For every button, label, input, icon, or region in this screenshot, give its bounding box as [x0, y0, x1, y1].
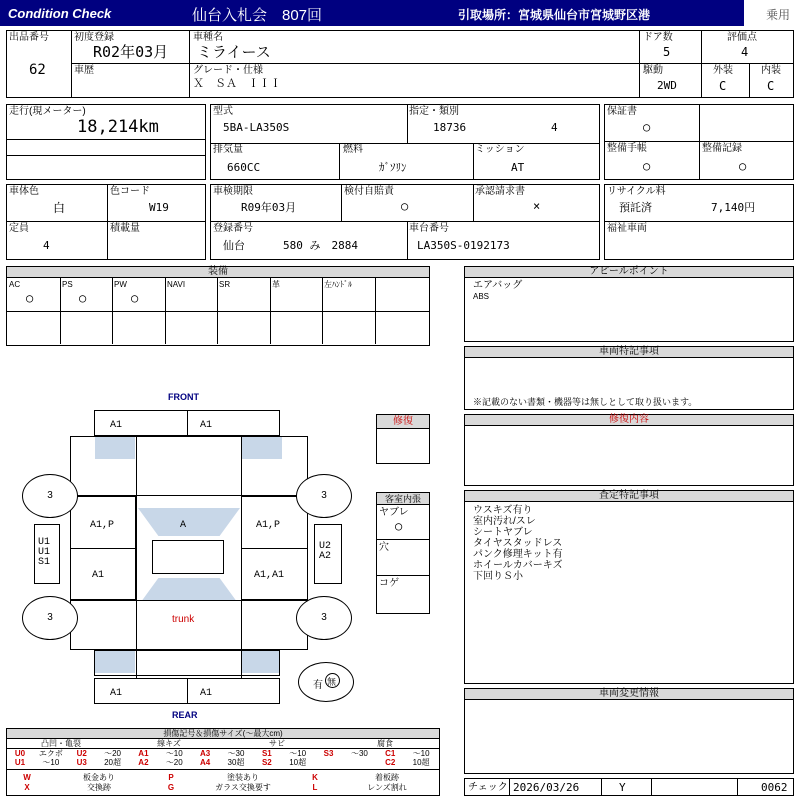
first-reg-label: 初度登録	[74, 32, 114, 43]
interior-value: C	[767, 79, 775, 93]
lot-label: 出品番号	[9, 32, 49, 43]
spare-yes: 有	[313, 680, 323, 691]
capacity-value: 4	[43, 239, 50, 252]
color-value: 白	[53, 201, 66, 215]
color-box	[6, 184, 206, 260]
legend-code: S2	[261, 758, 272, 767]
recycle-label: リサイクル料	[607, 186, 666, 197]
legend-desc: 10超	[289, 758, 307, 767]
burn-label: コゲ	[379, 578, 399, 589]
doors-label: ドア数	[643, 32, 673, 43]
special-notes-title: 車両特記事項	[465, 347, 793, 358]
displacement-label: 排気量	[213, 144, 243, 155]
legend-code: G	[167, 783, 175, 792]
insurance-label: 検付自賠責	[344, 186, 394, 197]
left-rear-door-damage: A1	[92, 570, 105, 581]
assessment-line: 室内汚れ/スレ	[473, 516, 536, 527]
plate-area: 仙台	[223, 239, 245, 252]
right-rear-door-damage: A1,A1	[254, 570, 285, 581]
documents-box	[604, 104, 794, 180]
equipment-label: SR	[219, 280, 231, 289]
model-value: 5BA-LA350S	[223, 121, 290, 134]
windshield	[138, 508, 240, 536]
appeal-title: アピールポイント	[465, 267, 793, 278]
left-sill-damage-2: U1	[38, 547, 51, 558]
score-label: 評価点	[727, 32, 757, 43]
legend-desc: ～30	[227, 749, 245, 758]
spare-no: 無	[327, 677, 337, 687]
right-front-door-damage: A1,P	[256, 520, 281, 531]
equipment-label: 革	[272, 280, 280, 289]
legend-desc: レンズ割れ	[367, 783, 407, 792]
repair-box	[376, 414, 430, 464]
inspection-box	[210, 184, 600, 260]
special-notes-text: ※記載のない書類・機器等は無しとして取り扱います。	[473, 397, 698, 407]
score-value: 4	[741, 45, 749, 59]
record-label: 整備記録	[702, 143, 742, 154]
change-info-title: 車両変更情報	[465, 689, 793, 700]
legend-code: C2	[385, 758, 396, 767]
right-sill-damage-1: U2	[319, 541, 332, 552]
legend-desc: ～10	[42, 758, 60, 767]
doors-value: 5	[663, 45, 671, 59]
repair-content-box	[464, 414, 794, 486]
legend-group: 凸凹・亀裂	[7, 739, 115, 749]
hole-label: 穴	[379, 542, 389, 553]
color-label: 車体色	[9, 186, 39, 197]
car-diagram	[0, 388, 376, 722]
right-sill-damage-2: A2	[319, 551, 332, 562]
tire-rear-right: 3	[296, 596, 352, 640]
left-sill-damage-1: U1	[38, 537, 51, 548]
welfare-label: 福祉車両	[607, 223, 647, 234]
classification-value: 4	[551, 121, 558, 134]
model-label: 型式	[213, 106, 233, 117]
equipment-label: AC	[9, 280, 21, 289]
equipment-label: NAVI	[167, 280, 186, 289]
front-left-damage: A1	[110, 420, 123, 431]
equipment-label: PW	[114, 280, 127, 289]
auction-name: 仙台入札会 807回	[192, 7, 323, 24]
category-label: 乗用	[766, 8, 791, 22]
chassis-value: LA350S-0192173	[417, 239, 510, 252]
equipment-label: PS	[62, 280, 73, 289]
lot-number: 62	[29, 62, 46, 78]
legend-title: 損傷記号＆損傷サイズ(～最大cm)	[7, 729, 439, 739]
change-info-box	[464, 688, 794, 774]
roof-damage: A	[180, 520, 187, 531]
interior-box	[376, 492, 430, 614]
fuel-label: 燃料	[343, 144, 363, 155]
legend-desc: ～20	[104, 749, 121, 758]
appeal-box	[464, 266, 794, 342]
load-label: 積載量	[110, 223, 140, 234]
inspection-value: R09年03月	[241, 201, 297, 214]
left-sill	[34, 524, 60, 584]
designation-value: 18736	[433, 121, 467, 134]
exterior-label: 外装	[713, 65, 733, 76]
damage-legend	[6, 728, 440, 796]
front-right-damage: A1	[200, 420, 213, 431]
history-label: 車歴	[74, 65, 94, 76]
legend-desc: エクボ	[38, 749, 63, 758]
equipment-mark: ○	[79, 291, 87, 305]
equipment-mark: ○	[131, 291, 139, 305]
color-code-label: 色コード	[110, 186, 150, 197]
appeal-line-2: ABS	[473, 292, 490, 301]
spare-tire	[298, 662, 354, 702]
assessment-line: 下回りＳ小	[473, 571, 523, 582]
interior-label: 内装	[761, 65, 781, 76]
equipment-mark: ○	[26, 291, 34, 305]
legend-code: A1	[138, 749, 149, 758]
car-name-label: 車種名	[193, 32, 223, 43]
mission-label: ミッション	[475, 144, 525, 155]
drive-value: 2WD	[657, 79, 677, 92]
legend-desc: ～20	[165, 758, 183, 767]
legend-desc: ～10	[289, 749, 307, 758]
legend-desc: 20超	[104, 758, 121, 767]
insurance-value: ○	[401, 199, 409, 213]
legend-desc: ガラス交換要す	[215, 783, 271, 792]
legend-code: X	[24, 783, 30, 792]
grade-label: グレード・仕様	[193, 65, 263, 76]
legend-desc: ～10	[412, 749, 430, 758]
legend-code: W	[23, 773, 31, 782]
check-mark: Y	[619, 781, 626, 794]
specs-grid	[210, 104, 600, 180]
left-front-door-damage: A1,P	[90, 520, 115, 531]
warranty-label: 保証書	[607, 106, 637, 117]
mileage-box	[6, 104, 206, 180]
fuel-value: ｶﾞｿﾘﾝ	[379, 161, 407, 174]
inspection-label: 車検期限	[213, 186, 253, 197]
rear-body	[70, 600, 308, 650]
rear-right-damage: A1	[200, 688, 213, 699]
legend-code: A4	[200, 758, 211, 767]
legend-code: A2	[138, 758, 149, 767]
tire-rear-left: 3	[22, 596, 78, 640]
legend-desc: 塗装あり	[227, 773, 259, 782]
legend-code: S3	[323, 749, 334, 758]
legend-desc: 着板跡	[375, 773, 399, 782]
tear-label: ヤブレ	[379, 507, 409, 518]
equipment-label: 左ﾊﾝﾄﾞﾙ	[324, 280, 352, 289]
check-date: 2026/03/26	[513, 781, 580, 794]
tire-front-right: 3	[296, 474, 352, 518]
title-en: Condition Check	[8, 6, 112, 21]
header-bar	[0, 0, 800, 26]
repair-title: 修復	[377, 415, 429, 429]
pickup-location: 引取場所：宮城県仙台市宮城野区港	[458, 8, 651, 22]
mission-value: AT	[511, 161, 525, 174]
legend-code: U3	[76, 758, 87, 767]
legend-group: サビ	[223, 739, 331, 749]
tire-front-left: 3	[22, 474, 78, 518]
car-name-value: ミライース	[197, 43, 271, 61]
rear-left-damage: A1	[110, 688, 123, 699]
mileage-label: 走行(現メーター)	[9, 106, 86, 117]
vehicle-info-block	[6, 30, 794, 98]
recycle-box	[604, 184, 794, 260]
recycle-fee: 7,140円	[711, 201, 756, 214]
front-label: FRONT	[168, 392, 199, 402]
plate-number: 580 み 2884	[283, 239, 358, 252]
interior-title: 客室内張	[377, 493, 429, 505]
legend-desc: 交換跡	[87, 783, 111, 792]
manual-label: 整備手帳	[607, 143, 647, 154]
rear-label: REAR	[172, 710, 198, 720]
legend-desc: 板金あり	[83, 773, 115, 782]
equipment-title: 装備	[7, 267, 429, 278]
roof-panel	[152, 540, 224, 574]
first-reg-value: R02年03月	[93, 43, 169, 61]
check-label: チェック	[468, 782, 508, 793]
check-number: 0062	[761, 781, 788, 794]
legend-code: P	[168, 773, 174, 782]
assessment-line: タイヤスタッドレス	[473, 538, 563, 549]
trunk-label: trunk	[172, 614, 195, 625]
legend-code: U2	[76, 749, 87, 758]
special-notes-box	[464, 346, 794, 410]
legend-desc: 30超	[227, 758, 245, 767]
tear-value: ○	[395, 519, 403, 533]
legend-desc: ～10	[165, 749, 183, 758]
claim-value: ×	[533, 199, 541, 213]
manual-value: ○	[643, 159, 651, 173]
legend-desc: 10超	[412, 758, 430, 767]
legend-code: C1	[385, 749, 396, 758]
assessment-line: シートヤブレ	[473, 527, 533, 538]
assessment-line: ウスキズ有り	[473, 505, 533, 516]
left-sill-damage-3: S1	[38, 557, 51, 568]
assessment-box	[464, 490, 794, 684]
designation-label: 指定・類別	[409, 106, 459, 117]
legend-code: S1	[261, 749, 272, 758]
appeal-line-1: エアバッグ	[473, 280, 523, 291]
check-row	[464, 778, 794, 796]
exterior-value: C	[719, 79, 727, 93]
chassis-label: 車台番号	[409, 223, 449, 234]
legend-code: U0	[14, 749, 26, 758]
assessment-title: 査定特記事項	[465, 491, 793, 502]
legend-desc: ～30	[350, 749, 368, 758]
drive-label: 駆動	[643, 65, 663, 76]
assessment-line: ホイールカバーキズ	[473, 560, 563, 571]
claim-label: 承認請求書	[475, 186, 525, 197]
grade-value: Ｘ ＳＡ ＩＩＩ	[193, 77, 281, 90]
assessment-line: パンク修理キット有	[473, 549, 563, 560]
legend-code: U1	[14, 758, 26, 767]
recycle-status: 預託済	[619, 201, 652, 214]
legend-code: A3	[200, 749, 211, 758]
color-code-value: W19	[149, 201, 169, 214]
category-cell	[744, 0, 800, 26]
warranty-value: ○	[643, 120, 651, 134]
record-value: ○	[739, 159, 747, 173]
legend-code: K	[312, 773, 318, 782]
capacity-label: 定員	[9, 223, 29, 234]
repair-content-title: 修復内容	[465, 415, 793, 426]
plate-label: 登録番号	[213, 223, 253, 234]
legend-group: 腐食	[331, 739, 439, 749]
legend-code: L	[312, 783, 318, 792]
equipment-box	[6, 266, 430, 346]
legend-group: 線キズ	[115, 739, 223, 749]
right-sill	[314, 524, 342, 584]
mileage-value: 18,214km	[77, 117, 159, 137]
displacement-value: 660CC	[227, 161, 261, 174]
